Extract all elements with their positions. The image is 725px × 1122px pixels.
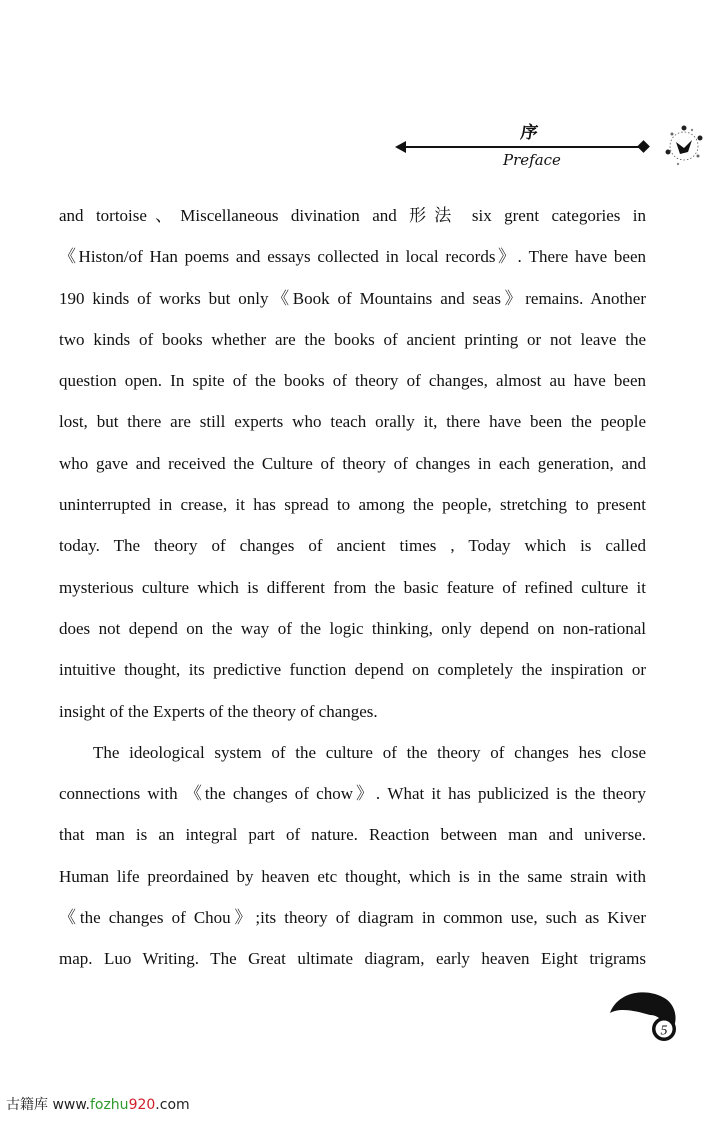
text-line: today. The theory of changes of ancient times , Today which is called: [59, 536, 646, 556]
page-number: 5: [660, 1023, 668, 1039]
text-line: uninterrupted in crease, it has spread to among the people, stretching to present: [59, 495, 646, 515]
text-line: two kinds of books whether are the books of ancient printing or not leave the: [59, 329, 646, 349]
text-line: lost, but there are still experts who teach orally it, there have been the people: [59, 412, 646, 432]
body-text: [59, 195, 646, 980]
header-english-title: Preface: [503, 151, 561, 169]
text-line: The ideological system of the culture of the theory of changes hes close: [93, 742, 646, 762]
text-line: who gave and received the Culture of theory of changes in each generation, and: [59, 453, 646, 473]
text-line: map. Luo Writing. The Great ultimate diagram, early heaven Eight trigrams: [59, 949, 646, 969]
watermark[interactable]: [6, 1094, 190, 1114]
watermark-suffix: .com: [155, 1097, 190, 1113]
watermark-red: 920: [128, 1097, 156, 1113]
text-line: that man is an integral part of nature. Reaction between man and universe.: [59, 825, 646, 845]
text-line: and tortoise、Miscellaneous divination and 形法 six grent categories in: [59, 206, 646, 225]
page-number-badge: [608, 985, 680, 1045]
text-line: does not depend on the way of the logic thinking, only depend on non-rational: [59, 618, 646, 638]
text-line: 《the changes of Chou》;its theory of diagram in common use, such as Kiver: [59, 908, 646, 928]
header-rule: [403, 146, 643, 148]
text-line: connections with 《the changes of chow》. What it has publicized is the theory: [59, 784, 646, 804]
diamond-icon: [637, 140, 650, 153]
yin-yang-page-icon: [608, 985, 680, 1045]
watermark-green: fozhu: [89, 1097, 129, 1113]
text-line: Human life preordained by heaven etc thought, which is in the same strain with: [59, 866, 646, 886]
watermark-prefix: 古籍库 www.: [6, 1097, 90, 1113]
text-line: mysterious culture which is different from the basic feature of refined culture it: [59, 577, 646, 597]
text-line: question open. In spite of the books of theory of changes, almost au have been: [59, 371, 646, 391]
text-line: intuitive thought, its predictive function depend on completely the inspiration or: [59, 660, 646, 680]
text-line: 《Histon/of Han poems and essays collected in local records》. There have been: [59, 247, 646, 267]
header-chinese-title: 序: [519, 123, 540, 143]
text-line: 190 kinds of works but only《Book of Mountains and seas》remains. Another: [59, 288, 646, 308]
text-line: insight of the Experts of the theory of changes.: [59, 701, 378, 721]
decorative-ornament-icon: [660, 122, 708, 170]
running-header: [395, 118, 655, 173]
